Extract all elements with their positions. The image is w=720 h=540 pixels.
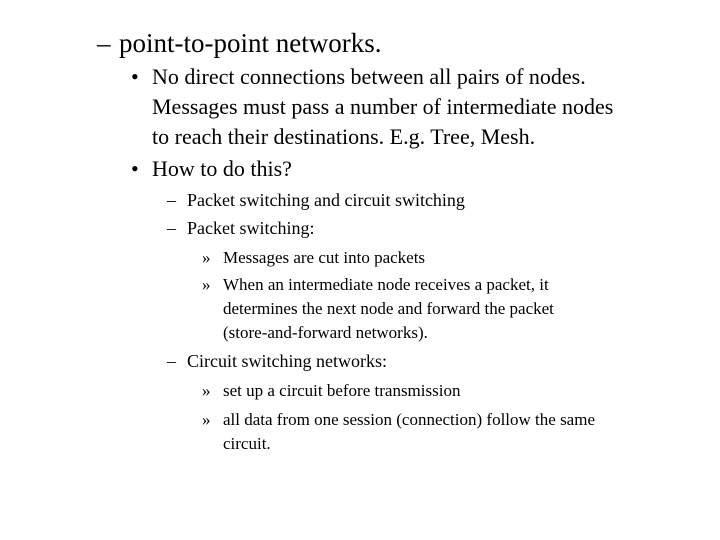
subsub-line: Messages are cut into packets bbox=[223, 248, 426, 267]
sub-dash-marker: – bbox=[167, 190, 176, 210]
subsub-line: circuit. bbox=[223, 434, 271, 453]
subsub-marker: » bbox=[202, 275, 211, 294]
subsub-marker: » bbox=[202, 381, 211, 400]
sub-item-text: Packet switching: bbox=[187, 218, 315, 238]
heading-text: point-to-point networks. bbox=[119, 28, 382, 58]
subsub-line: set up a circuit before transmission bbox=[223, 381, 461, 400]
subsub-line: When an intermediate node receives a packet, it bbox=[223, 275, 549, 294]
bullet-line: How to do this? bbox=[152, 156, 292, 181]
sub-item-text: Circuit switching networks: bbox=[187, 351, 387, 371]
heading-dash-marker: – bbox=[97, 28, 111, 58]
bullet-line: No direct connections between all pairs of nodes. bbox=[152, 64, 586, 89]
bullet-marker: • bbox=[131, 64, 139, 89]
sub-dash-marker: – bbox=[167, 351, 176, 371]
bullet-line: to reach their destinations. E.g. Tree, Mesh. bbox=[152, 124, 536, 149]
bullet-line: Messages must pass a number of intermediate nodes bbox=[152, 94, 614, 119]
subsub-marker: » bbox=[202, 410, 211, 429]
subsub-marker: » bbox=[202, 248, 211, 267]
sub-item-text: Packet switching and circuit switching bbox=[187, 190, 465, 210]
subsub-line: (store-and-forward networks). bbox=[223, 323, 428, 342]
sub-dash-marker: – bbox=[167, 218, 176, 238]
subsub-line: all data from one session (connection) follow the same bbox=[223, 410, 595, 429]
bullet-marker: • bbox=[131, 156, 139, 181]
subsub-line: determines the next node and forward the packet bbox=[223, 299, 554, 318]
